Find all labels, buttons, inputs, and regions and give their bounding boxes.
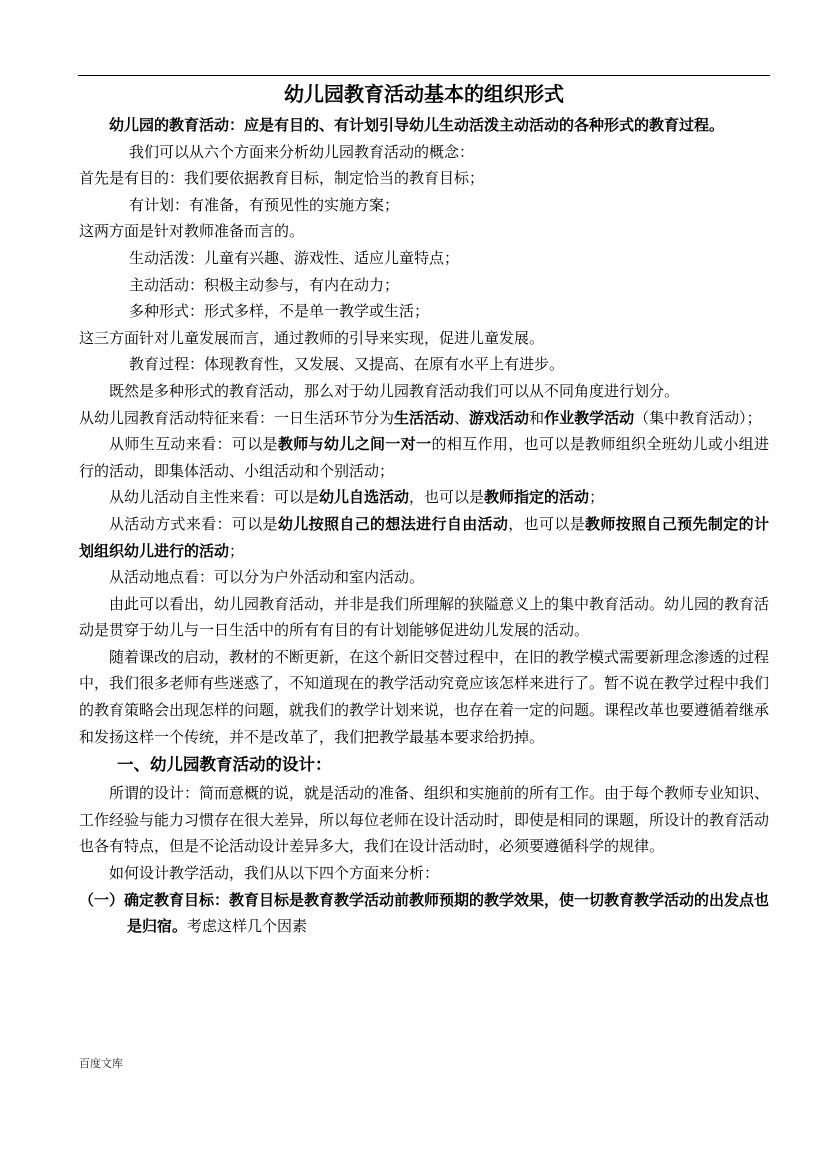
intro-paragraph: 我们可以从六个方面来分析幼儿园教育活动的概念： [129,142,475,161]
teacher-paragraph: 这两方面是针对教师准备而言的。 [79,222,305,241]
since-paragraph: 既然是多种形式的教育活动，那么对于幼儿园教育活动我们可以从不同角度进行划分。 [109,381,680,400]
footer-source: 百度文库 [79,1057,123,1070]
mode-paragraph: 从活动方式来看：可以是幼儿按照自己的想法进行自由活动，也可以是教师按照自己预先制定的计划组织幼儿进行的活动； [79,514,769,560]
lively-paragraph: 生动活泼：儿童有兴趣、游戏性、适应儿童特点； [129,248,460,267]
process-paragraph: 教育过程：体现教育性，又发展、又提高、在原有水平上有进步。 [129,355,565,374]
autonomy-paragraph: 从幼儿活动自主性来看：可以是幼儿自选活动，也可以是教师指定的活动； [109,488,605,507]
section-heading-design: 一、幼儿园教育活动的设计： [117,755,332,775]
page-title: 幼儿园教育活动基本的组织形式 [284,82,564,106]
child-paragraph: 这三方面针对儿童发展而言，通过教师的引导来实现，促进儿童发展。 [79,328,545,347]
forms-paragraph: 多种形式：形式多样，不是单一教学或生活； [129,302,430,321]
reform-paragraph: 随着课改的启动，教材的不断更新，在这个新旧交替过程中，在旧的教学模式需要新理念渗透的过程中，我们很多老师有些迷惑了，不知道现在的教学活动究竟应该怎样来进行了。暂不说在教学过程中我们的教育策略会出现怎样的问题，就我们的教学计划来说，也存在着一定的问题。课程改革也要遵循着继承和发扬这样一个传统，并不是改革了，我们把教学最基本要求给扔掉。 [79,647,770,746]
design-paragraph: 所谓的设计：简而意概的说，就是活动的准备、组织和实施前的所有工作。由于每个教师专业知识、工作经验与能力习惯存在很大差异，所以每位老师在设计活动时，即使是相同的课题，所设计的教育活动也各有特点，但是不论活动设计差异多大，我们在设计活动时，必须要遵循科学的规律。 [79,784,770,856]
feature-paragraph: 从幼儿园教育活动特征来看：一日生活环节分为生活活动、游戏活动和作业教学活动（集中教育活动）； [79,408,762,427]
plan-paragraph: 有计划：有准备，有预见性的实施方案； [129,195,400,214]
active-paragraph: 主动活动：积极主动参与，有内在动力； [129,275,400,294]
purpose-paragraph: 首先是有目的：我们要依据教育目标，制定恰当的教育目标； [79,169,485,188]
goal-paragraph: （一）确定教育目标：教育目标是教育教学活动前教师预期的教学效果，使一切教育教学活动的出发点也是归宿。考虑这样几个因素 [79,890,770,936]
definition-paragraph: 幼儿园的教育活动：应是有目的、有计划引导幼儿生动活泼主动活动的各种形式的教育过程。 [109,116,725,134]
place-paragraph: 从活动地点看：可以分为户外活动和室内活动。 [109,568,425,587]
how-paragraph: 如何设计教学活动，我们从以下四个方面来分析： [109,864,440,883]
interaction-paragraph: 从师生互动来看：可以是教师与幼儿之间一对一的相互作用，也可以是教师组织全班幼儿或小组进行的活动，即集体活动、小组活动和个别活动； [79,435,769,480]
header-rule [78,75,770,76]
document-page [79,78,769,940]
conclusion-paragraph: 由此可以看出，幼儿园教育活动，并非是我们所理解的狭隘意义上的集中教育活动。幼儿园的教育活动是贯穿于幼儿与一日生活中的所有有目的有计划能够促进幼儿发展的活动。 [79,594,770,640]
